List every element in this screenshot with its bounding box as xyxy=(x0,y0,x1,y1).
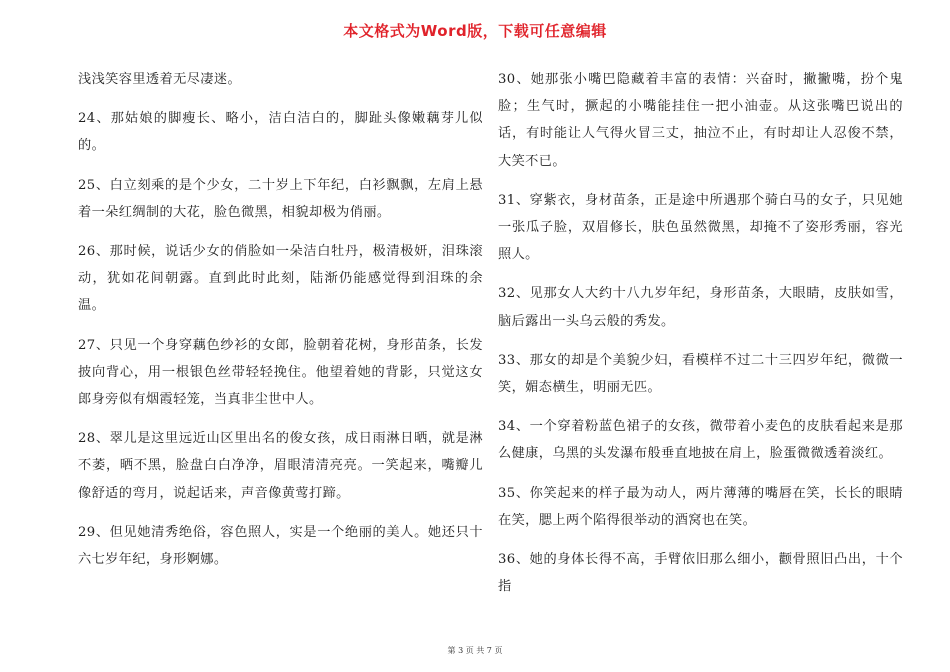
word-format-notice: 本文格式为Word版，下载可任意编辑 xyxy=(343,22,607,40)
paragraph: 36、她的身体长得不高，手臂依旧那么细小，颧骨照旧凸出，十个指 xyxy=(498,552,903,595)
paragraph: 27、只见一个身穿藕色纱衫的女郎，脸朝着花树，身形苗条，长发披向背心，用一根银色丝带轻轻挽住。他望着她的背影，只觉这女郎身旁似有烟霞轻笼，当真非尘世中人。 xyxy=(78,337,483,408)
paragraph: 35、你笑起来的样子最为动人，两片薄薄的嘴唇在笑，长长的眼睛在笑，腮上两个陷得很举动的酒窝也在笑。 xyxy=(498,485,903,528)
paragraph: 33、那女的却是个美貌少妇，看模样不过二十三四岁年纪，微微一笑，媚态横生，明丽无匹。 xyxy=(498,352,903,396)
paragraph: 32、见那女人大约十八九岁年纪，身形苗条，大眼睛，皮肤如雪，脑后露出一头乌云般的秀发。 xyxy=(498,286,903,329)
paragraph: 31、穿紫衣，身材苗条，正是途中所遇那个骑白马的女子，只见她一张瓜子脸，双眉修长，肤色虽然微黑，却掩不了姿形秀丽，容光照人。 xyxy=(498,192,903,263)
paragraph: 24、那姑娘的脚瘦长、略小，洁白洁白的，脚趾头像嫩藕芽儿似的。 xyxy=(78,111,483,154)
paragraph: 25、白立刻乘的是个少女，二十岁上下年纪，白衫飘飘，左肩上悬着一朵红绸制的大花，脸色微黑，相貌却极为俏丽。 xyxy=(78,177,483,220)
paragraph: 34、一个穿着粉蓝色裙子的女孩，微带着小麦色的皮肤看起来是那么健康，乌黑的头发瀑布般垂直地披在肩上，脸蛋微微透着淡红。 xyxy=(498,419,903,462)
right-column xyxy=(498,66,903,612)
paragraph: 浅浅笑容里透着无尽凄迷。 xyxy=(78,72,242,87)
paragraph: 28、翠儿是这里远近山区里出名的俊女孩，成日雨淋日晒，就是淋不萎，晒不黑，脸盘白白净净，眉眼清清亮亮。一笑起来，嘴瓣儿像舒适的弯月，说起话来，声音像黄莺打蹄。 xyxy=(78,431,483,501)
paragraph: 29、但见她清秀绝俗，容色照人，实是一个绝丽的美人。她还只十六七岁年纪，身形婀娜。 xyxy=(78,524,483,568)
paragraph: 30、她那张小嘴巴隐藏着丰富的表情：兴奋时，撇撇嘴，扮个鬼脸；生气时，撅起的小嘴能挂住一把小油壶。从这张嘴巴说出的话，有时能让人气得火冒三丈，抽泣不止，有时却让人忍俊不禁，大笑不已。 xyxy=(498,72,903,169)
page-number: 第 3 页 共 7 页 xyxy=(447,646,503,655)
left-column xyxy=(78,66,483,585)
paragraph: 26、那时候，说话少女的俏脸如一朵洁白牡丹，极清极妍，泪珠滚动，犹如花间朝露。直到此时此刻，陆渐仍能感觉得到泪珠的余温。 xyxy=(78,244,483,314)
